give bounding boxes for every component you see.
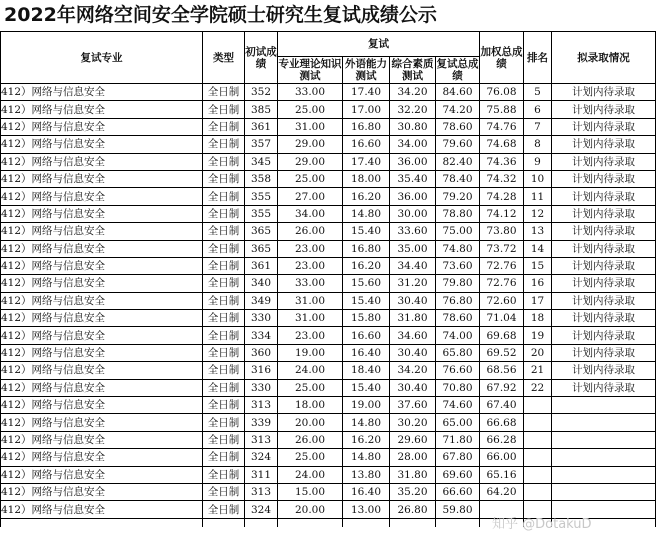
cell-initial: 365: [245, 223, 278, 240]
table-row: [1, 240, 656, 257]
cell-initial: 355: [245, 188, 278, 205]
cell-initial: 360: [245, 344, 278, 361]
table-row: [1, 223, 656, 240]
cell-theory: 20.00: [278, 414, 343, 431]
cell-initial: 358: [245, 170, 278, 187]
cell-quality: 36.00: [390, 188, 436, 205]
cell-admission: 计划内待录取: [552, 344, 656, 361]
cell-foreign: 17.40: [343, 153, 390, 170]
cell-rank: [524, 483, 552, 500]
cell-foreign: 15.40: [343, 223, 390, 240]
cell-type: 全日制: [203, 327, 245, 344]
cell-initial: 340: [245, 275, 278, 292]
table-row: [1, 275, 656, 292]
cell-quality: 32.20: [390, 101, 436, 118]
cell-initial: 345: [245, 153, 278, 170]
cell-retest-total: 82.40: [436, 153, 480, 170]
cell-foreign: 14.80: [343, 414, 390, 431]
cell-foreign: 15.40: [343, 292, 390, 309]
cell-initial: 316: [245, 362, 278, 379]
cell-type: 全日制: [203, 275, 245, 292]
cell-weighted: 73.72: [480, 240, 524, 257]
cell-major: 412）网络与信息安全: [1, 136, 203, 153]
cell-type: 全日制: [203, 84, 245, 101]
cell-theory: 26.00: [278, 431, 343, 448]
cell-major: 412）网络与信息安全: [1, 84, 203, 101]
table-row: [1, 153, 656, 170]
cell-rank: 17: [524, 292, 552, 309]
cell-retest-total: 74.20: [436, 101, 480, 118]
cell-initial: 349: [245, 292, 278, 309]
cell-weighted: 64.20: [480, 483, 524, 500]
cell-quality: 33.60: [390, 223, 436, 240]
cell-admission: [552, 466, 656, 483]
cell-major: 412）网络与信息安全: [1, 483, 203, 500]
cell-rank: 8: [524, 136, 552, 153]
cell-type: 全日制: [203, 431, 245, 448]
cell-type: 全日制: [203, 501, 245, 518]
table-row: [1, 483, 656, 500]
cell-rank: [524, 431, 552, 448]
cell-foreign: 19.00: [343, 397, 390, 414]
cell-foreign: 17.00: [343, 101, 390, 118]
table-row: [1, 431, 656, 448]
cell-type: 全日制: [203, 483, 245, 500]
cell-foreign: 14.80: [343, 449, 390, 466]
cell-rank: 11: [524, 188, 552, 205]
cell-retest-total: 78.40: [436, 170, 480, 187]
cell-quality: 35.40: [390, 170, 436, 187]
cell-quality: 30.40: [390, 379, 436, 396]
cell-retest-total: 65.00: [436, 414, 480, 431]
header-retest: 复试: [278, 32, 480, 57]
cell-admission: 计划内待录取: [552, 310, 656, 327]
cell-weighted: 75.88: [480, 101, 524, 118]
cell-quality: 34.40: [390, 257, 436, 274]
page-title: 2022年网络空间安全学院硕士研究生复试成绩公示: [4, 4, 437, 26]
cell-type: 全日制: [203, 257, 245, 274]
cell-weighted: 65.16: [480, 466, 524, 483]
cell-retest-total: 84.60: [436, 84, 480, 101]
cell-major: 412）网络与信息安全: [1, 188, 203, 205]
cell-type: 全日制: [203, 101, 245, 118]
cell-theory: 31.00: [278, 118, 343, 135]
cell-admission: 计划内待录取: [552, 240, 656, 257]
cell-type: 全日制: [203, 397, 245, 414]
header-quality: 综合素质测试: [391, 58, 434, 82]
cell-theory: 33.00: [278, 275, 343, 292]
cell-theory: 25.00: [278, 170, 343, 187]
cell-major: 412）网络与信息安全: [1, 257, 203, 274]
cell-theory: 31.00: [278, 292, 343, 309]
cell-foreign: 16.80: [343, 118, 390, 135]
header-theory: 专业理论知识测试: [278, 58, 342, 82]
cell-quality: 30.40: [390, 344, 436, 361]
cell-rank: [524, 449, 552, 466]
cell-quality: 26.80: [390, 501, 436, 518]
table-row: [1, 310, 656, 327]
cell-foreign: 16.20: [343, 188, 390, 205]
cell-quality: 30.20: [390, 414, 436, 431]
cell-weighted: 74.12: [480, 205, 524, 222]
cell-theory: 24.00: [278, 362, 343, 379]
cell-weighted: 67.40: [480, 397, 524, 414]
cell-type: 全日制: [203, 205, 245, 222]
cell-theory: 29.00: [278, 136, 343, 153]
cell-initial: 330: [245, 379, 278, 396]
table-row: [1, 118, 656, 135]
cell-theory: 18.00: [278, 397, 343, 414]
cell-admission: 计划内待录取: [552, 223, 656, 240]
cell-admission: 计划内待录取: [552, 257, 656, 274]
cell-theory: 20.00: [278, 501, 343, 518]
cell-quality: 34.20: [390, 362, 436, 379]
cell-foreign: 13.80: [343, 466, 390, 483]
cell-major: 412）网络与信息安全: [1, 223, 203, 240]
cell-major: 412）网络与信息安全: [1, 292, 203, 309]
cell-rank: [524, 397, 552, 414]
table-row: [1, 101, 656, 118]
cell-retest-total: 78.60: [436, 310, 480, 327]
cell-retest-total: 65.80: [436, 344, 480, 361]
cell-theory: 25.00: [278, 379, 343, 396]
cell-major: 412）网络与信息安全: [1, 501, 203, 518]
cell-retest-total: 66.60: [436, 483, 480, 500]
cell-admission: 计划内待录取: [552, 153, 656, 170]
scores-table: [0, 31, 656, 527]
cell-weighted: 74.28: [480, 188, 524, 205]
cell-weighted: 66.00: [480, 449, 524, 466]
cell-major: 412）网络与信息安全: [1, 379, 203, 396]
header-major: 复试专业: [1, 32, 203, 84]
empty-cell: [1, 518, 203, 527]
cell-weighted: 74.76: [480, 118, 524, 135]
cell-foreign: 15.40: [343, 379, 390, 396]
header-retest-total: 复试总成绩: [436, 58, 479, 82]
cell-admission: [552, 449, 656, 466]
cell-rank: 9: [524, 153, 552, 170]
table-row: [1, 466, 656, 483]
table-row: [1, 257, 656, 274]
header-weighted: 加权总成绩: [480, 32, 524, 84]
cell-retest-total: 79.60: [436, 136, 480, 153]
cell-retest-total: 67.80: [436, 449, 480, 466]
header-admission: 拟录取情况: [552, 32, 656, 84]
cell-foreign: 16.40: [343, 344, 390, 361]
watermark: 知乎 @DotakuD: [492, 517, 592, 532]
cell-foreign: 16.20: [343, 257, 390, 274]
cell-type: 全日制: [203, 223, 245, 240]
table-row: [1, 449, 656, 466]
cell-major: 412）网络与信息安全: [1, 362, 203, 379]
cell-initial: 324: [245, 501, 278, 518]
cell-quality: 35.00: [390, 240, 436, 257]
cell-quality: 35.20: [390, 483, 436, 500]
cell-initial: 361: [245, 257, 278, 274]
cell-major: 412）网络与信息安全: [1, 397, 203, 414]
header-rank: 排名: [524, 32, 552, 84]
header-foreign: 外语能力测试: [343, 57, 390, 84]
cell-major: 412）网络与信息安全: [1, 118, 203, 135]
cell-theory: 26.00: [278, 223, 343, 240]
cell-quality: 34.20: [390, 84, 436, 101]
table-row: [1, 170, 656, 187]
cell-quality: 34.00: [390, 136, 436, 153]
cell-rank: 10: [524, 170, 552, 187]
cell-quality: 31.20: [390, 275, 436, 292]
cell-theory: 23.00: [278, 240, 343, 257]
cell-type: 全日制: [203, 310, 245, 327]
cell-theory: 24.00: [278, 466, 343, 483]
empty-cell: [390, 518, 436, 527]
cell-admission: 计划内待录取: [552, 188, 656, 205]
cell-initial: 330: [245, 310, 278, 327]
cell-major: 412）网络与信息安全: [1, 449, 203, 466]
cell-rank: 16: [524, 275, 552, 292]
header-type: 类型: [203, 32, 245, 84]
cell-quality: 29.60: [390, 431, 436, 448]
cell-weighted: 74.68: [480, 136, 524, 153]
cell-quality: 34.60: [390, 327, 436, 344]
cell-initial: 313: [245, 483, 278, 500]
table-row: [1, 327, 656, 344]
cell-admission: 计划内待录取: [552, 118, 656, 135]
cell-retest-total: 59.80: [436, 501, 480, 518]
cell-initial: 324: [245, 449, 278, 466]
cell-foreign: 18.40: [343, 362, 390, 379]
cell-major: 412）网络与信息安全: [1, 414, 203, 431]
cell-weighted: 66.28: [480, 431, 524, 448]
cell-foreign: 13.00: [343, 501, 390, 518]
cell-major: 412）网络与信息安全: [1, 275, 203, 292]
cell-type: 全日制: [203, 292, 245, 309]
cell-rank: 20: [524, 344, 552, 361]
cell-foreign: 16.40: [343, 483, 390, 500]
cell-major: 412）网络与信息安全: [1, 170, 203, 187]
cell-weighted: 68.56: [480, 362, 524, 379]
cell-weighted: 71.04: [480, 310, 524, 327]
cell-type: 全日制: [203, 170, 245, 187]
cell-type: 全日制: [203, 449, 245, 466]
cell-admission: 计划内待录取: [552, 136, 656, 153]
cell-initial: 357: [245, 136, 278, 153]
table-row: [1, 397, 656, 414]
table-row: [1, 362, 656, 379]
cell-theory: 31.00: [278, 310, 343, 327]
cell-theory: 33.00: [278, 84, 343, 101]
cell-weighted: 69.68: [480, 327, 524, 344]
cell-theory: 27.00: [278, 188, 343, 205]
cell-type: 全日制: [203, 344, 245, 361]
empty-cell: [203, 518, 245, 527]
cell-foreign: 16.20: [343, 431, 390, 448]
empty-cell: [343, 518, 390, 527]
cell-weighted: 72.76: [480, 257, 524, 274]
cell-quality: 31.80: [390, 466, 436, 483]
cell-admission: [552, 414, 656, 431]
cell-retest-total: 78.60: [436, 118, 480, 135]
cell-rank: 18: [524, 310, 552, 327]
cell-weighted: 73.80: [480, 223, 524, 240]
cell-major: 412）网络与信息安全: [1, 344, 203, 361]
cell-retest-total: 79.80: [436, 275, 480, 292]
cell-initial: 334: [245, 327, 278, 344]
cell-theory: 23.00: [278, 257, 343, 274]
cell-quality: 30.00: [390, 205, 436, 222]
cell-major: 412）网络与信息安全: [1, 327, 203, 344]
cell-foreign: 16.80: [343, 240, 390, 257]
cell-retest-total: 69.60: [436, 466, 480, 483]
cell-major: 412）网络与信息安全: [1, 101, 203, 118]
cell-rank: 7: [524, 118, 552, 135]
cell-foreign: 15.60: [343, 275, 390, 292]
cell-type: 全日制: [203, 153, 245, 170]
table-row: [1, 188, 656, 205]
cell-theory: 23.00: [278, 327, 343, 344]
cell-weighted: 67.92: [480, 379, 524, 396]
cell-foreign: 16.60: [343, 136, 390, 153]
cell-type: 全日制: [203, 188, 245, 205]
table-row: [1, 414, 656, 431]
cell-weighted: 72.76: [480, 275, 524, 292]
header-initial: 初试成绩: [245, 32, 278, 84]
empty-cell: [245, 518, 278, 527]
cell-theory: 15.00: [278, 483, 343, 500]
cell-type: 全日制: [203, 240, 245, 257]
cell-retest-total: 76.80: [436, 292, 480, 309]
cell-admission: 计划内待录取: [552, 84, 656, 101]
cell-retest-total: 71.80: [436, 431, 480, 448]
cell-rank: 5: [524, 84, 552, 101]
cell-admission: 计划内待录取: [552, 170, 656, 187]
cell-weighted: 76.08: [480, 84, 524, 101]
cell-admission: 计划内待录取: [552, 292, 656, 309]
cell-major: 412）网络与信息安全: [1, 466, 203, 483]
cell-admission: 计划内待录取: [552, 205, 656, 222]
cell-admission: [552, 431, 656, 448]
cell-quality: 28.00: [390, 449, 436, 466]
cell-major: 412）网络与信息安全: [1, 310, 203, 327]
cell-quality: 37.60: [390, 397, 436, 414]
cell-admission: 计划内待录取: [552, 327, 656, 344]
cell-major: 412）网络与信息安全: [1, 153, 203, 170]
cell-initial: 352: [245, 84, 278, 101]
cell-retest-total: 70.80: [436, 379, 480, 396]
cell-rank: 15: [524, 257, 552, 274]
cell-major: 412）网络与信息安全: [1, 205, 203, 222]
cell-initial: 313: [245, 431, 278, 448]
cell-type: 全日制: [203, 362, 245, 379]
cell-theory: 34.00: [278, 205, 343, 222]
table-row: [1, 292, 656, 309]
cell-foreign: 17.40: [343, 84, 390, 101]
cell-foreign: 18.00: [343, 170, 390, 187]
cell-rank: 14: [524, 240, 552, 257]
cell-retest-total: 78.80: [436, 205, 480, 222]
cell-admission: [552, 483, 656, 500]
cell-weighted: 69.52: [480, 344, 524, 361]
table-row: [1, 205, 656, 222]
cell-type: 全日制: [203, 466, 245, 483]
cell-rank: 21: [524, 362, 552, 379]
cell-rank: 13: [524, 223, 552, 240]
cell-foreign: 16.60: [343, 327, 390, 344]
cell-initial: 313: [245, 397, 278, 414]
empty-cell: [436, 518, 480, 527]
cell-initial: 385: [245, 101, 278, 118]
cell-weighted: 74.36: [480, 153, 524, 170]
cell-rank: [524, 414, 552, 431]
cell-type: 全日制: [203, 414, 245, 431]
table-row: [1, 84, 656, 101]
cell-weighted: 66.68: [480, 414, 524, 431]
cell-weighted: 74.32: [480, 170, 524, 187]
cell-retest-total: 73.60: [436, 257, 480, 274]
cell-rank: 6: [524, 101, 552, 118]
cell-retest-total: 74.00: [436, 327, 480, 344]
cell-foreign: 15.80: [343, 310, 390, 327]
cell-type: 全日制: [203, 136, 245, 153]
cell-quality: 30.80: [390, 118, 436, 135]
cell-admission: 计划内待录取: [552, 101, 656, 118]
cell-admission: 计划内待录取: [552, 379, 656, 396]
cell-theory: 25.00: [278, 101, 343, 118]
empty-cell: [278, 518, 343, 527]
table-row: [1, 344, 656, 361]
cell-admission: 计划内待录取: [552, 275, 656, 292]
cell-foreign: 14.80: [343, 205, 390, 222]
cell-major: 412）网络与信息安全: [1, 431, 203, 448]
cell-major: 412）网络与信息安全: [1, 240, 203, 257]
cell-retest-total: 76.60: [436, 362, 480, 379]
cell-quality: 30.40: [390, 292, 436, 309]
cell-theory: 19.00: [278, 344, 343, 361]
cell-theory: 29.00: [278, 153, 343, 170]
cell-theory: 25.00: [278, 449, 343, 466]
table-body: [1, 84, 656, 527]
cell-rank: 12: [524, 205, 552, 222]
cell-initial: 355: [245, 205, 278, 222]
cell-retest-total: 79.20: [436, 188, 480, 205]
cell-quality: 36.00: [390, 153, 436, 170]
cell-retest-total: 74.60: [436, 397, 480, 414]
cell-initial: 365: [245, 240, 278, 257]
cell-weighted: 72.60: [480, 292, 524, 309]
cell-initial: 339: [245, 414, 278, 431]
cell-type: 全日制: [203, 379, 245, 396]
cell-rank: 19: [524, 327, 552, 344]
table-row: [1, 379, 656, 396]
cell-rank: 22: [524, 379, 552, 396]
cell-type: 全日制: [203, 118, 245, 135]
cell-admission: [552, 397, 656, 414]
cell-initial: 311: [245, 466, 278, 483]
cell-initial: 361: [245, 118, 278, 135]
cell-quality: 31.80: [390, 310, 436, 327]
table-row: [1, 136, 656, 153]
cell-retest-total: 74.80: [436, 240, 480, 257]
cell-rank: [524, 466, 552, 483]
cell-admission: 计划内待录取: [552, 362, 656, 379]
cell-retest-total: 75.00: [436, 223, 480, 240]
